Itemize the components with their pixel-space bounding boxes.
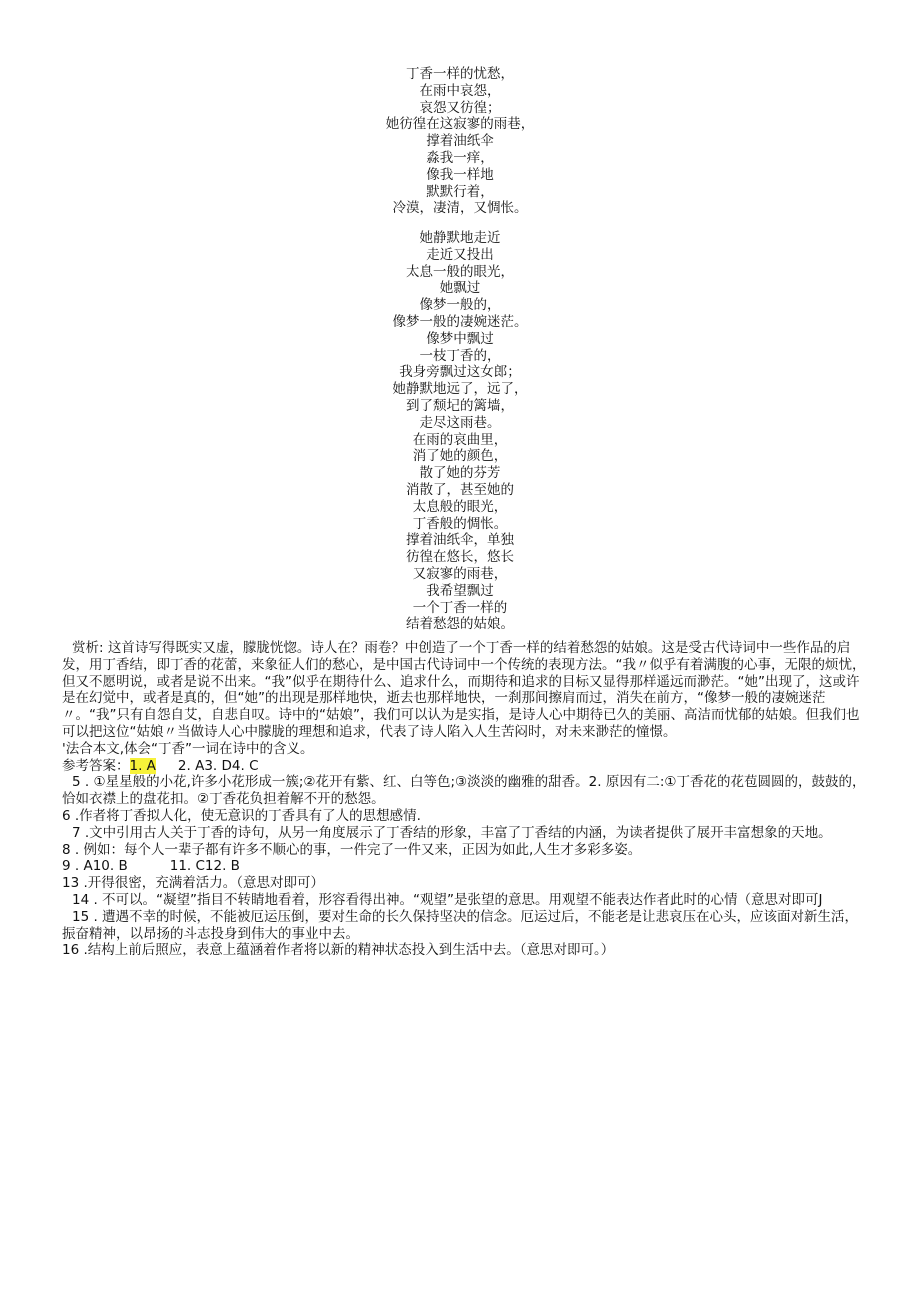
poem-line: 走近又投出: [426, 246, 494, 263]
poem-line: 一枝丁香的，: [419, 347, 501, 364]
item-14: 14 . 不可以。“凝望”指目不转睛地看着，形容看得出神。“观望”是张望的意思。用观望不能表达作者此时的心情（意思对即可J: [72, 891, 823, 908]
poem-line: 太息般的眼光，: [412, 498, 508, 515]
answer-label: 参考答案：: [62, 757, 130, 774]
item-9-10: 9 . A10. B: [62, 858, 128, 875]
poem-line: 在雨的哀曲里，: [412, 431, 508, 448]
poem-line: 淼我一痒，: [426, 149, 494, 166]
item-9-12: [62, 858, 867, 875]
poem-line: 彷徨在悠长，悠长: [406, 549, 514, 566]
poem-line: 撑着油纸伞: [426, 133, 494, 150]
poem-line: 太息一般的眼光，: [406, 263, 514, 280]
poem-line: 她飘过: [439, 280, 481, 297]
item-7: 7 .文中引用古人关于丁香的诗句，从另一角度展示了丁香结的形象，丰富了丁香结的内涵，为读者提供了展开丰富想象的天地。: [72, 824, 832, 841]
item-8: 8 . 例如：每个人一辈子都有许多不顺心的事，一件完了一件又来，正因为如此,人生才多彩多姿。: [62, 841, 642, 858]
poem-line: 在雨中哀怨，: [419, 82, 501, 99]
answer-1-highlight: 1. A: [129, 757, 156, 774]
poem-line: 一个丁香一样的: [412, 599, 508, 616]
item-16: 16 .结构上前后照应，表意上蕴涵着作者将以新的精神状态投入到生活中去。（意思对即可。）: [62, 942, 615, 959]
poem-line: 我身旁飘过这女郎；: [399, 364, 521, 381]
poem-line: 冷漠，凄清，又惆怅。: [392, 200, 528, 217]
item-11-12: 11. C12. B: [169, 858, 240, 875]
poem-line: 像梦中飘过: [426, 330, 494, 347]
item-6: 6 .作者将丁香拟人化，使无意识的丁香具有了人的思想感情.: [62, 807, 421, 824]
poem-stanza-2: [0, 230, 920, 633]
appreciation-paragraph: 赏析: 这首诗写得既实又虚，朦胧恍惚。诗人在？雨卷？中创造了一个丁香一样的结着愁怨的姑娘。这是受古代诗词中一些作品的启发，用丁香结，即丁香的花蕾，来象征人们的愁心，是中国古代诗词中一个传统的表现方法。“我〃似乎有着满腹的心事，无限的烦忧，但又不愿明说，或者是说不出来。“我”似乎在期待什么、追求什么，而期待和追求的目标又显得那样遥远而渺茫。“她”出现了，这或许是在幻觉中，或者是真的，但“她”的出现是那样地快，逝去也那样地快，一刹那间擦肩而过，消失在前方，“像梦一般的凄婉迷茫〃。“我”只有自怨自艾，自悲自叹。诗中的“姑娘”，我们可以认为是实指，是诗人心中期待已久的美丽、高洁而忧郁的姑娘。但我们也可以把这位“姑娘〃当做诗人心中朦胧的理想和追求，代表了诗人陷入人生苦闷时，对未来渺茫的憧憬。: [62, 640, 866, 740]
item-5: 5 . ①星星般的小花,许多小花形成一簇;②花开有紫、红、白等色;③淡淡的幽雅的甜香。2. 原因有二:①丁香花的花苞圆圆的，鼓鼓的，恰如衣襟上的盘花扣。②丁香花负担着解不开的愁怨。: [62, 774, 866, 808]
poem-line: 消散了，甚至她的: [406, 481, 514, 498]
item-13: 13 .开得很密，充满着活力。（意思对即可）: [62, 875, 325, 892]
poem-line: 又寂寥的雨巷，: [412, 565, 508, 582]
poem-line: 像梦一般的凄婉迷茫。: [392, 313, 528, 330]
poem-line: 丁香一样的忧愁，: [406, 66, 514, 82]
poem-line: 她彷徨在这寂寥的雨巷，: [385, 116, 535, 133]
poem-line: 散了她的芬芳: [419, 465, 501, 482]
question-line: '法合本文,体会“丁香”一词在诗中的含义。: [62, 740, 314, 757]
poem-line: 她静默地走近: [419, 230, 501, 246]
poem-line: 撑着油纸伞，单独: [406, 532, 514, 549]
poem-line: 丁香般的惆怅。: [412, 515, 508, 532]
poem-line: 走尽这雨巷。: [419, 414, 501, 431]
item-15: 15 . 遭遇不幸的时候，不能被厄运压倒，要对生命的长久保持坚决的信念。厄运过后，不能老是让悲哀压在心头，应该面对新生活，振奋精神，以昂扬的斗志投身到伟大的事业中去。: [62, 908, 859, 942]
poem-line: 默默行着，: [426, 183, 494, 200]
poem-stanza-1: [0, 66, 920, 217]
poem-line: 像我一样地: [426, 166, 494, 183]
poem-line: 她静默地远了，远了，: [392, 381, 528, 398]
poem-line: 消了她的颜色，: [412, 448, 508, 465]
poem-line: 哀怨又彷徨；: [419, 99, 501, 116]
poem-line: 我希望飘过: [426, 582, 494, 599]
answer-line: [62, 758, 867, 775]
poem-line: 到了颓圮的篱墙，: [406, 397, 514, 414]
poem-line: 结着愁怨的姑娘。: [406, 616, 514, 633]
answer-2-4: 2. A3. D4. C: [177, 757, 259, 774]
answer-notes: [62, 640, 867, 959]
poem-line: 像梦一般的，: [419, 297, 501, 314]
